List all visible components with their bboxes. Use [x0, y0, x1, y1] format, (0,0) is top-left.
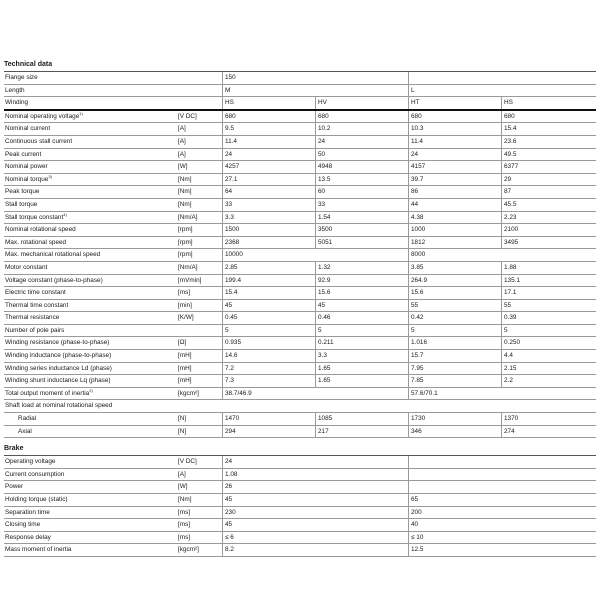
- row-label: Nominal power: [5, 163, 48, 171]
- row-value-l: 12.5: [408, 544, 594, 556]
- flange-size-row: [4, 72, 596, 85]
- brake-rows: [4, 456, 596, 557]
- row-value: 7.95: [408, 363, 501, 375]
- row-value: 15.6: [315, 287, 408, 299]
- row-label: Winding resistance (phase-to-phase): [5, 339, 110, 347]
- row-value: 680: [501, 111, 594, 123]
- row-unit: [ms]: [178, 289, 191, 297]
- spec-row: [4, 199, 596, 212]
- row-value-l: 200: [408, 507, 594, 519]
- row-value: 60: [315, 186, 408, 198]
- row-value: 13.5: [315, 174, 408, 186]
- row-value: 1.54: [315, 212, 408, 224]
- row-label: Max. rotational speed: [5, 238, 67, 246]
- row-value: 1500: [222, 224, 315, 236]
- row-label: Peak current: [5, 150, 42, 158]
- row-value: 1.88: [501, 262, 594, 274]
- row-unit: [V DC]: [178, 458, 197, 466]
- spec-row: [4, 212, 596, 225]
- row-unit: [W]: [178, 163, 188, 171]
- row-value: 23.6: [501, 136, 594, 148]
- row-unit: [ms]: [178, 521, 191, 529]
- flange-value: 150: [222, 72, 408, 84]
- row-value: 0.46: [315, 312, 408, 324]
- brake-row: [4, 456, 596, 469]
- row-label: Winding inductance (phase-to-phase): [5, 352, 112, 360]
- row-unit: [Nm]: [178, 188, 192, 196]
- row-label: Nominal torque$^{3)}$: [5, 173, 52, 183]
- spec-row: [4, 224, 596, 237]
- row-value-l: 40: [408, 519, 594, 531]
- row-value: 680: [408, 111, 501, 123]
- row-label: Operating voltage: [5, 458, 56, 466]
- brake-row: [4, 469, 596, 482]
- row-value: 0.39: [501, 312, 594, 324]
- row-value: 4257: [222, 161, 315, 173]
- spec-rows-group-2: [4, 262, 596, 388]
- row-label: Flange size: [5, 74, 38, 81]
- row-value: 1370: [501, 413, 594, 425]
- row-value: 45: [315, 300, 408, 312]
- spec-row: [4, 275, 596, 288]
- row-value: 1.016: [408, 337, 501, 349]
- row-value: 11.4: [222, 136, 315, 148]
- row-value: 3500: [315, 224, 408, 236]
- row-value: 680: [222, 111, 315, 123]
- row-label: Winding series inductance Ld (phase): [5, 364, 112, 372]
- row-label: Shaft load at nominal rotational speed: [5, 402, 113, 410]
- row-value: 346: [408, 426, 501, 438]
- row-value: 55: [501, 300, 594, 312]
- row-unit: [N]: [178, 427, 187, 435]
- row-value: 55: [408, 300, 501, 312]
- row-value: 11.4: [408, 136, 501, 148]
- row-value: 5051: [315, 237, 408, 249]
- row-value: 39.7: [408, 174, 501, 186]
- spec-row: [4, 161, 596, 174]
- row-unit: [178, 325, 222, 337]
- row-value: 9.5: [222, 123, 315, 135]
- brake-row: [4, 544, 596, 557]
- row-value-l: [408, 481, 594, 493]
- row-unit: [K/W]: [178, 314, 194, 322]
- row-value: 4948: [315, 161, 408, 173]
- row-label: Separation time: [5, 508, 50, 516]
- row-value: 87: [501, 186, 594, 198]
- row-value: 6377: [501, 161, 594, 173]
- row-label: Power: [5, 483, 24, 491]
- row-value: 1470: [222, 413, 315, 425]
- row-unit: [A]: [178, 125, 186, 133]
- row-value: 10.2: [315, 123, 408, 135]
- inertia-row: Total output moment of inertia$^{2)}$ [kgcm²] 38.7/46.9 57.6/70.1: [4, 388, 596, 401]
- row-value: 264.9: [408, 275, 501, 287]
- row-unit: [mH]: [178, 364, 192, 372]
- row-value-l: [408, 456, 594, 468]
- row-value: 2.23: [501, 212, 594, 224]
- length-value-l: L: [408, 85, 594, 97]
- row-value: 274: [501, 426, 594, 438]
- row-value: 49.5: [501, 149, 594, 161]
- spec-row: [4, 262, 596, 275]
- row-value-l: ≤ 10: [408, 532, 594, 544]
- row-value: 7.2: [222, 363, 315, 375]
- spec-row: [4, 136, 596, 149]
- row-value: 1.32: [315, 262, 408, 274]
- spec-row: [4, 186, 596, 199]
- row-value: 217: [315, 426, 408, 438]
- row-unit: [ms]: [178, 508, 191, 516]
- row-value: 5: [408, 325, 501, 337]
- row-label: Radial: [18, 415, 37, 423]
- row-unit: [rpm]: [178, 238, 193, 246]
- spec-row: [4, 300, 596, 313]
- mech-speed-row: Max. mechanical rotational speed [rpm] 10000 8000: [4, 249, 596, 262]
- row-label: Motor constant: [5, 263, 48, 271]
- row-label: Voltage constant (phase-to-phase): [5, 276, 103, 284]
- row-value: 1730: [408, 413, 501, 425]
- spec-row: [4, 325, 596, 338]
- row-value-m: 230: [222, 507, 408, 519]
- row-unit: [N]: [178, 415, 187, 423]
- brake-row: [4, 494, 596, 507]
- spec-row: [4, 426, 596, 439]
- row-unit: [A]: [178, 150, 186, 158]
- brake-row: [4, 481, 596, 494]
- spec-row: [4, 363, 596, 376]
- row-label: Mass moment of inertia: [5, 546, 72, 554]
- row-unit: [kgcm²]: [178, 546, 199, 554]
- spec-rows-group-1: [4, 111, 596, 250]
- row-value: 4.4: [501, 350, 594, 362]
- spec-row: [4, 149, 596, 162]
- shaft-load-rows: [4, 413, 596, 438]
- row-value: 2.2: [501, 375, 594, 387]
- row-label: Winding: [5, 99, 29, 107]
- row-unit: [kgcm²]: [178, 389, 199, 397]
- row-unit: [Nm/A]: [178, 263, 198, 271]
- row-label: Nominal operating voltage$^{1)}$: [5, 110, 83, 120]
- row-unit: [mH]: [178, 352, 192, 360]
- row-value: 2100: [501, 224, 594, 236]
- row-unit: [ms]: [178, 533, 191, 541]
- row-value: 0.211: [315, 337, 408, 349]
- row-value-l: [408, 469, 594, 481]
- row-value: 199.4: [222, 275, 315, 287]
- row-label: Total output moment of inertia$^{2)}$: [5, 387, 93, 397]
- row-unit: [rpm]: [178, 226, 193, 234]
- brake-title: Brake: [4, 443, 596, 456]
- brake-row: [4, 507, 596, 520]
- spec-row: [4, 375, 596, 388]
- winding-row: Winding HS HV HT HS: [4, 97, 596, 111]
- row-label: Max. mechanical rotational speed: [5, 251, 101, 259]
- row-value: 0.42: [408, 312, 501, 324]
- spec-row: [4, 413, 596, 426]
- spec-row: [4, 337, 596, 350]
- row-value: 3.3: [315, 350, 408, 362]
- row-value: 15.4: [222, 287, 315, 299]
- row-label: Closing time: [5, 521, 41, 529]
- row-value: 5: [315, 325, 408, 337]
- row-value: 33: [315, 199, 408, 211]
- row-label: Stall torque constant$^{4)}$: [5, 211, 67, 221]
- row-value-m: 24: [222, 456, 408, 468]
- row-value: 27.1: [222, 174, 315, 186]
- spec-row: [4, 237, 596, 250]
- row-value: 7.3: [222, 375, 315, 387]
- row-value: 135.1: [501, 275, 594, 287]
- row-value: 3495: [501, 237, 594, 249]
- row-value: 2.15: [501, 363, 594, 375]
- row-value: 15.4: [501, 123, 594, 135]
- row-unit: [Nm]: [178, 175, 192, 183]
- row-unit: [Nm]: [178, 496, 192, 503]
- row-value: 4.38: [408, 212, 501, 224]
- row-unit: [Nm]: [178, 200, 192, 208]
- length-row: [4, 85, 596, 98]
- row-value: 86: [408, 186, 501, 198]
- row-value: 24: [222, 149, 315, 161]
- row-value: 45.5: [501, 199, 594, 211]
- row-value: 7.85: [408, 375, 501, 387]
- row-value: 29: [501, 174, 594, 186]
- technical-data-sheet: [4, 59, 596, 557]
- spec-row: [4, 287, 596, 300]
- row-value: 3.85: [408, 262, 501, 274]
- row-value-m: 26: [222, 481, 408, 493]
- row-value: 1085: [315, 413, 408, 425]
- row-label: Response delay: [5, 533, 51, 541]
- row-label: Nominal current: [5, 125, 51, 133]
- technical-data-title: Technical data: [4, 59, 596, 72]
- row-value: 1.65: [315, 363, 408, 375]
- row-label: Peak torque: [5, 188, 40, 196]
- row-value: 3.3: [222, 212, 315, 224]
- row-value: 2368: [222, 237, 315, 249]
- footnote-marker: 1): [79, 110, 83, 116]
- spec-row: [4, 111, 596, 124]
- row-unit: [rpm]: [178, 251, 193, 259]
- row-label: Thermal time constant: [5, 301, 69, 309]
- length-value-m: M: [222, 85, 408, 97]
- row-label: Length: [5, 86, 25, 94]
- row-value: 17.1: [501, 287, 594, 299]
- row-value: 24: [408, 149, 501, 161]
- row-label: Nominal rotational speed: [5, 226, 76, 234]
- row-value: 15.7: [408, 350, 501, 362]
- row-value: 14.6: [222, 350, 315, 362]
- row-value: 2.85: [222, 262, 315, 274]
- row-unit: [Ω]: [178, 339, 187, 347]
- row-value: 1812: [408, 237, 501, 249]
- row-value: 5: [501, 325, 594, 337]
- spec-row: [4, 350, 596, 363]
- row-value-m: 45: [222, 494, 408, 506]
- row-unit: [V DC]: [178, 112, 197, 120]
- row-value: 24: [315, 136, 408, 148]
- row-value: 0.935: [222, 337, 315, 349]
- row-value: 680: [315, 111, 408, 123]
- row-value: 1.65: [315, 375, 408, 387]
- row-label: Holding torque (static): [5, 496, 68, 503]
- row-label: Stall torque: [5, 200, 38, 208]
- row-unit: [A]: [178, 470, 186, 478]
- row-value: 50: [315, 149, 408, 161]
- row-value: 64: [222, 186, 315, 198]
- row-value-m: ≤ 6: [222, 532, 408, 544]
- row-value-m: 1.08: [222, 469, 408, 481]
- brake-row: [4, 532, 596, 545]
- row-value: 44: [408, 199, 501, 211]
- flange-value-b: [408, 72, 594, 84]
- row-label: Thermal resistance: [5, 314, 60, 322]
- row-value: 0.45: [222, 312, 315, 324]
- row-value: 10.3: [408, 123, 501, 135]
- row-value-m: 8.2: [222, 544, 408, 556]
- shaft-load-row: [4, 400, 596, 413]
- brake-row: [4, 519, 596, 532]
- row-value: 33: [222, 199, 315, 211]
- row-unit: [mH]: [178, 377, 192, 385]
- row-value: 4157: [408, 161, 501, 173]
- row-value-m: 45: [222, 519, 408, 531]
- row-value: 5: [222, 325, 315, 337]
- row-label: Electric time constant: [5, 289, 66, 297]
- row-value: 1000: [408, 224, 501, 236]
- row-value-l: 65: [408, 494, 594, 506]
- row-unit: [Nm/A]: [178, 213, 198, 221]
- row-label: Number of pole pairs: [5, 326, 65, 334]
- footnote-marker: 4): [63, 211, 67, 217]
- footnote-marker: 3): [48, 173, 52, 179]
- row-unit: [W]: [178, 483, 188, 491]
- row-value: 45: [222, 300, 315, 312]
- row-value: 92.9: [315, 275, 408, 287]
- row-label: Current consumption: [5, 470, 65, 478]
- row-value: 294: [222, 426, 315, 438]
- row-value: 0.250: [501, 337, 594, 349]
- spec-row: [4, 123, 596, 136]
- spec-row: [4, 312, 596, 325]
- row-unit: [min]: [178, 301, 192, 309]
- row-value: 15.6: [408, 287, 501, 299]
- row-unit: [A]: [178, 137, 186, 145]
- row-label: Continuous stall current: [5, 137, 73, 145]
- row-unit: [mVmin]: [178, 276, 202, 284]
- row-label: Winding shunt inductance Lq (phase): [5, 377, 111, 385]
- spec-row: [4, 174, 596, 187]
- row-label: Axial: [18, 427, 32, 435]
